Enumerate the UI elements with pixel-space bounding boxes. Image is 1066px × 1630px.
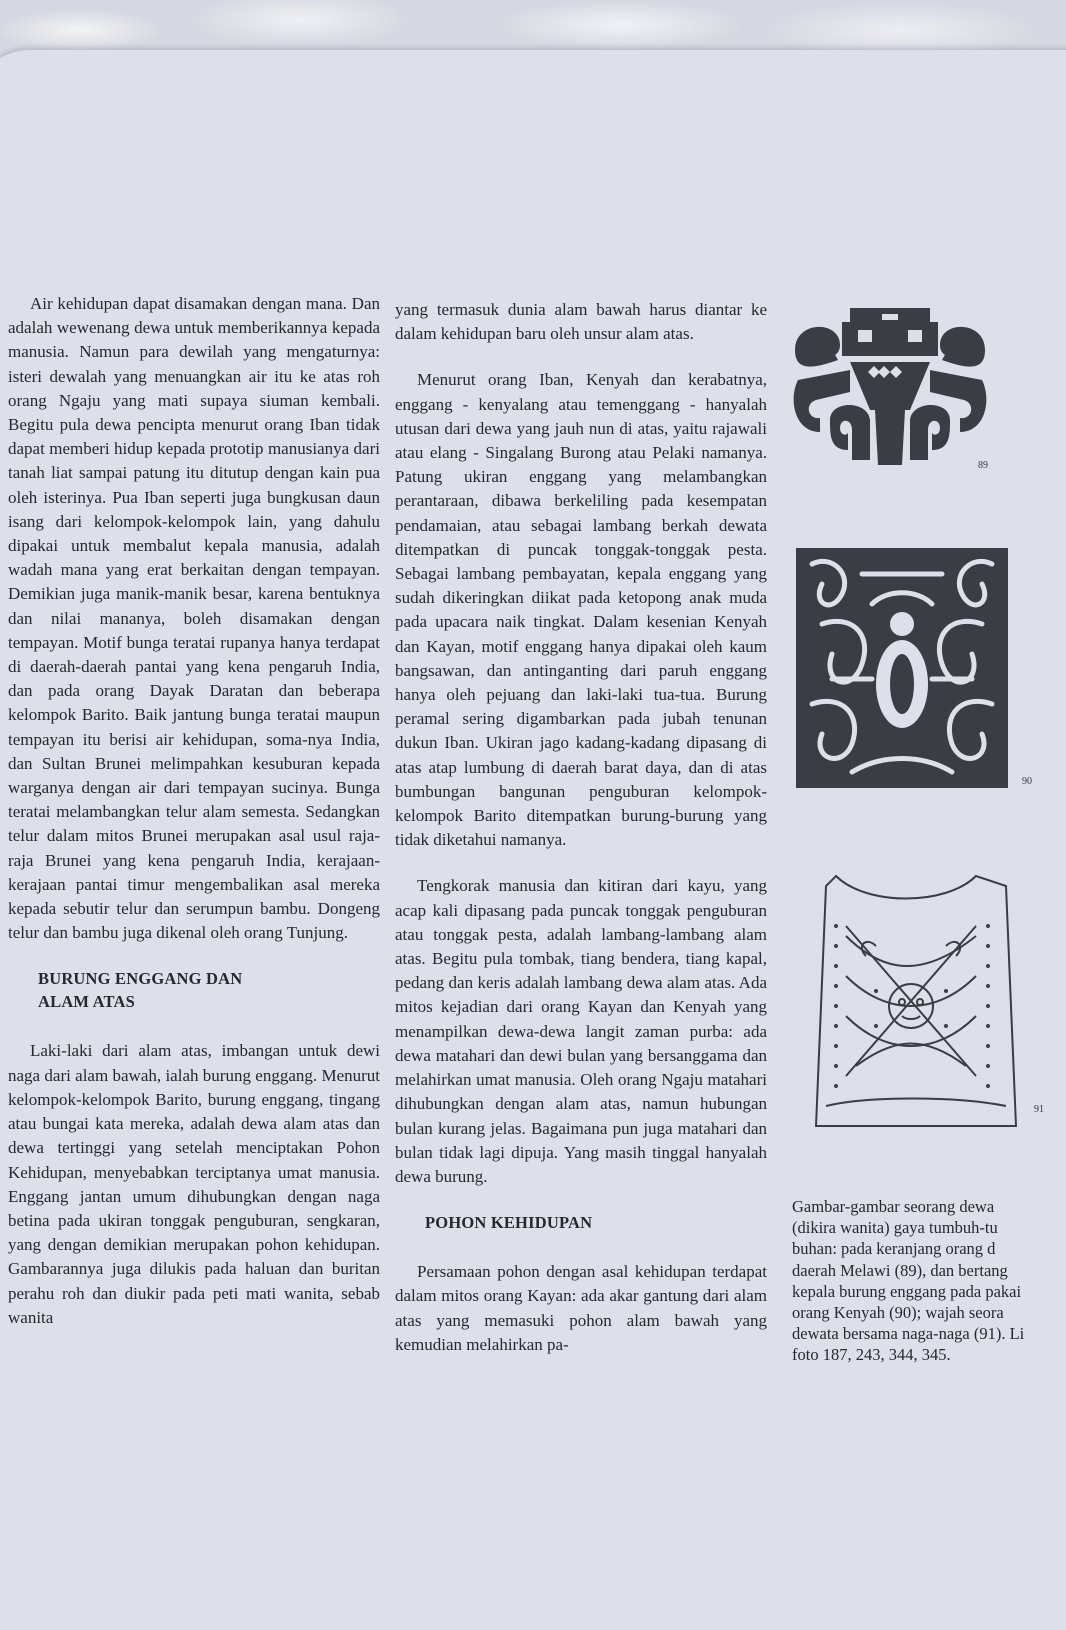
figure-number: 89 (978, 460, 988, 470)
figure-caption (792, 1196, 1066, 1366)
paragraph: yang termasuk dunia alam bawah harus diantar ke dalam kehidupan baru oleh unsur alam atas. (395, 300, 767, 344)
caption-line: foto 187, 243, 344, 345. (792, 1345, 951, 1365)
caption-line: Gambar-gambar seorang dewa (792, 1197, 995, 1216)
paragraph: Persamaan pohon dengan asal kehidupan terdapat dalam mitos orang Kayan: ada akar gantung dari alam atas yang memasuki pohon alam bawah yang kemudian melahirkan pa- (395, 1262, 767, 1354)
paragraph: Laki-laki dari alam atas, imbangan untuk dewi naga dari alam bawah, ialah burung enggang. Menurut kelompok-kelompok Barito, burung enggang, tingang atau bungai kata mereka, adalah dewa alam atas dan dewa tertinggi yang setelah menciptakan Pohon Kehidupan, menyebabkan terciptanya umat manusia. Enggang jantan umum dihubungkan dengan naga betina pada ukiran tonggak penguburan, sengkaran, yang dengan demikian merupakan pohon kehidupan. Gambarannya juga dilukis pada haluan dan buritan perahu roh dan diukir pada peti mati wanita, sebab wanita (8, 1041, 380, 1327)
section-heading: POHON KEHIDUPAN (425, 1213, 593, 1233)
caption-line: (dikira wanita) gaya tumbuh-tu (792, 1218, 998, 1238)
garment-figure-91 (806, 866, 1066, 1156)
caption-line: kepala burung enggang pada pakai (792, 1281, 1022, 1301)
column-left (8, 292, 380, 1352)
figure-number: 91 (1034, 1104, 1044, 1115)
paragraph: Air kehidupan dapat disamakan dengan mana. Dan adalah wewenang dewa untuk memberikannya kepada manusia. Namun para dewilah yang mengaturnya: isteri dewalah yang menuangkan air itu ke atas roh orang Ngaju yang mati supaya siuman kembali. Begitu pula dewa pencipta menurut orang Iban tidak dapat memberi hidup kepada prototip manusianya dari tanah liat sampai patung itu ditutup dengan kain pua oleh isterinya. Pua Iban seperti juga bungkusan daun isang dari kelompok-kelompok lain, yang dahulu dipakai untuk membalut kepala manusia, adalah wadah mana yang erat berkaitan dengan tempayan. Demikian juga manik-manik besar, karena bentuknya dan nilai mananya, boleh disamakan dengan tempayan. Motif bunga teratai rupanya hanya terdapat di daerah-daerah pantai yang kena pengaruh India, dan pada orang Dayak Daratan dan beberapa kelompok Barito. Baik jantung bunga teratai maupun tempayan itu berisi air kehidupan, soma-nya India, dan Sultan Brunei melimpahkan kesuburan kepada warganya dengan air dari tempayan sucinya. Bunga teratai melambangkan telur alam semesta. Sedangkan telur dalam mitos Brunei merupakan asal usul raja-raja Brunei yang kena pengaruh India, kerajaan-kerajaan pantai timur mengembalikan asal mereka kepada sebutir telur dan serumpun bambu. Dongeng telur dan bambu juga dikenal oleh orang Tunjung. (8, 294, 380, 943)
figure-number: 90 (1022, 776, 1032, 787)
caption-line: orang Kenyah (90); wajah seora (792, 1303, 1004, 1323)
section-heading: BURUNG ENGGANG DAN ALAM ATAS (38, 969, 243, 1012)
deity-motif-figure-89 (790, 300, 990, 470)
caption-line: daerah Melawi (89), dan bertang (792, 1260, 1008, 1280)
hornbill-panel-figure-90 (792, 544, 1042, 792)
caption-line: buhan: pada keranjang orang d (792, 1239, 996, 1259)
paragraph: Menurut orang Iban, Kenyah dan kerabatnya, enggang - kenyalang atau temenggang - hanyalah utusan dari dewa yang jauh nun di atas, yaitu rajawali atau elang - Singalang Burong atau Pelaki namanya. Patung ukiran enggang yang melambangkan perantaraan, dibawa berkeliling pada kesempatan pendamaian, atau sebagai lambang berkah dewata ditempatkan di puncak tonggak-tonggak pesta. Sebagai lambang pembayatan, kepala enggang yang sudah dikeringkan diikat pada ketopong anak muda pada upacara naik tingkat. Dalam kesenian Kenyah dan Kayan, motif enggang hanya dipakai oleh kaum bangsawan, dan antinganting dari paruh enggang hanya oleh pejuang dan laki-laki tua-tua. Burung peramal sering digambarkan pada jubah tenunan dukun Iban. Ukiran jago kadang-kadang dipasang di atas atap lumbung di daerah barat daya, dan di atas bumbungan bangunan penguburan kelompok-kelompok Barito ditempatkan burung-burung yang tidak diketahui namanya. (395, 370, 767, 850)
caption-line: dewata bersama naga-naga (91). Li (792, 1324, 1025, 1344)
column-middle (395, 298, 767, 1379)
paragraph: Tengkorak manusia dan kitiran dari kayu, yang acap kali dipasang pada puncak tonggak penguburan atau tonggak pesta, adalah lambang-lambang alam atas. Begitu pula tombak, tiang bendera, tiang kapal, pedang dan keris adalah lambang dewa alam atas. Ada mitos kejadian dari orang Kayan dan Kenyah yang menampilkan dewa-dewa langit zaman purba: ada dewa matahari dan dewi bulan yang bersanggama dan melahirkan umat manusia. Oleh orang Ngaju matahari dihubungkan dengan alam atas, namun hubungan bulan kurang jelas. Bagaimana pun juga matahari dan bulan tidak lagi dipuja. Yang masih tinggal hanyalah dewa burung. (395, 876, 767, 1186)
